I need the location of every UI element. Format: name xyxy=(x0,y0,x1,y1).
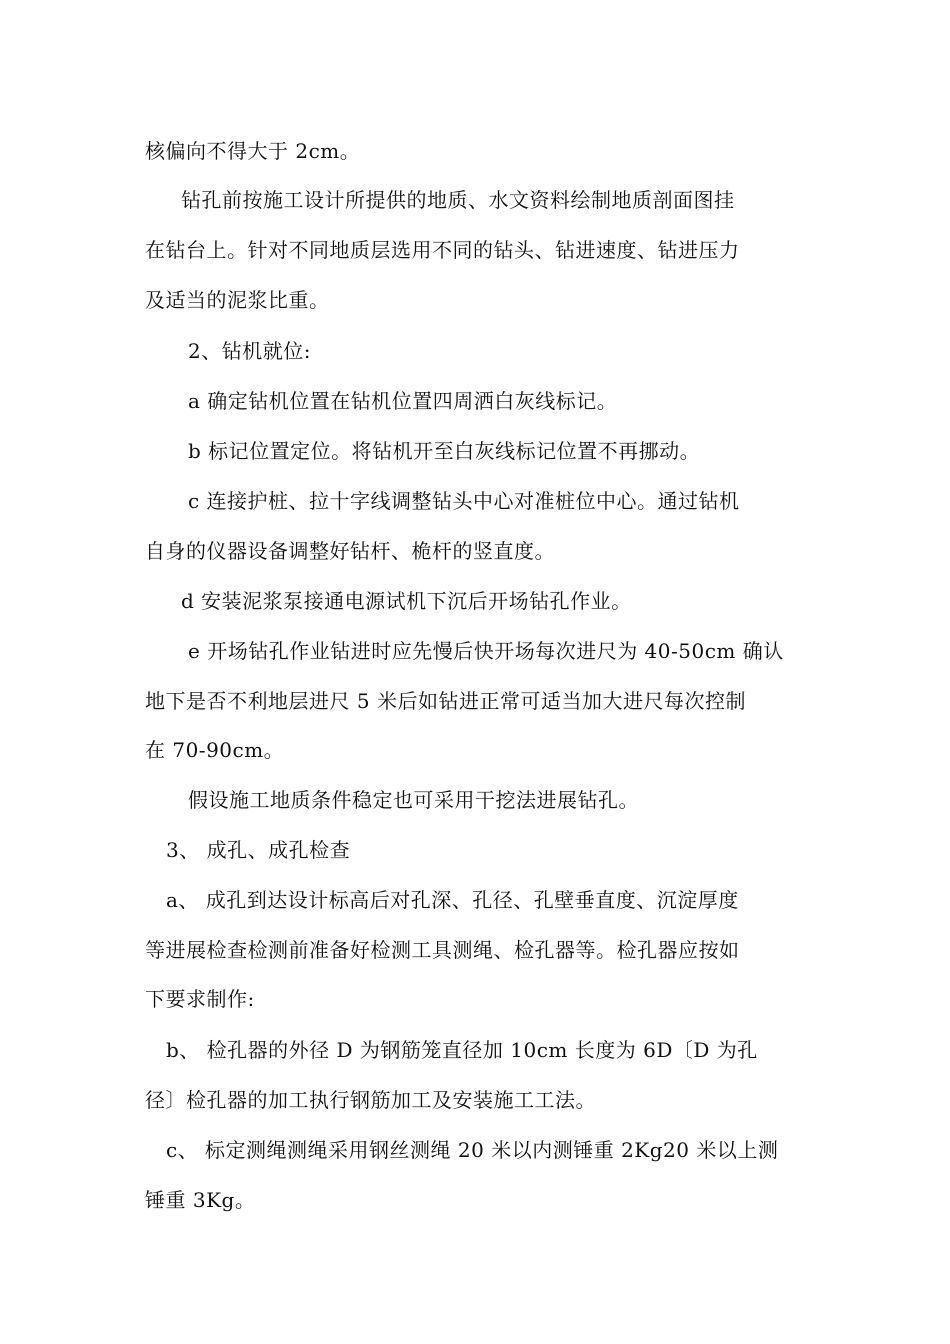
text-line-14: 假设施工地质条件稳定也可采用干挖法进展钻孔。 xyxy=(188,788,639,812)
text-line-20: 径〕检孔器的加工执行钢筋加工及安装施工工法。 xyxy=(145,1088,596,1112)
section-heading-2: 2、钻机就位: xyxy=(188,339,311,363)
text-line-11: e 开场钻孔作业钻进时应先慢后快开场每次进尺为 40-50cm 确认 xyxy=(188,639,784,663)
text-line-18: 下要求制作: xyxy=(145,987,255,1011)
text-line-22: 锤重 3Kg。 xyxy=(145,1188,256,1212)
text-line-9: 自身的仪器设备调整好钻杆、桅杆的竖直度。 xyxy=(145,539,555,563)
text-line-7: b 标记位置定位。将钻机开至白灰线标记位置不再挪动。 xyxy=(188,439,701,463)
text-line-6: a 确定钻机位置在钻机位置四周洒白灰线标记。 xyxy=(188,389,618,413)
text-line-19: b、 检孔器的外径 D 为钢筋笼直径加 10cm 长度为 6D〔D 为孔 xyxy=(166,1038,758,1062)
text-line-12: 地下是否不利地层进尺 5 米后如钻进正常可适当加大进尺每次控制 xyxy=(145,689,746,713)
text-line-13: 在 70-90cm。 xyxy=(145,738,285,762)
text-line-10: d 安装泥浆泵接通电源试机下沉后开场钻孔作业。 xyxy=(181,589,632,613)
section-heading-3: 3、 成孔、成孔检查 xyxy=(166,838,351,862)
text-line-2: 钻孔前按施工设计所提供的地质、水文资料绘制地质剖面图挂 xyxy=(181,188,735,212)
text-line-21: c、 标定测绳测绳采用钢丝测绳 20 米以内测锤重 2Kg20 米以上测 xyxy=(166,1138,779,1162)
text-line-17: 等进展检查检测前准备好检测工具测绳、检孔器等。检孔器应按如 xyxy=(145,938,740,962)
text-line-1: 核偏向不得大于 2cm。 xyxy=(145,139,361,163)
text-line-16: a、 成孔到达设计标高后对孔深、孔径、孔壁垂直度、沉淀厚度 xyxy=(166,888,739,912)
text-line-3: 在钻台上。针对不同地质层选用不同的钻头、钻进速度、钻进压力 xyxy=(145,238,740,262)
text-line-8: c 连接护桩、拉十字线调整钻头中心对准桩位中心。通过钻机 xyxy=(188,489,740,513)
text-line-4: 及适当的泥浆比重。 xyxy=(145,288,330,312)
